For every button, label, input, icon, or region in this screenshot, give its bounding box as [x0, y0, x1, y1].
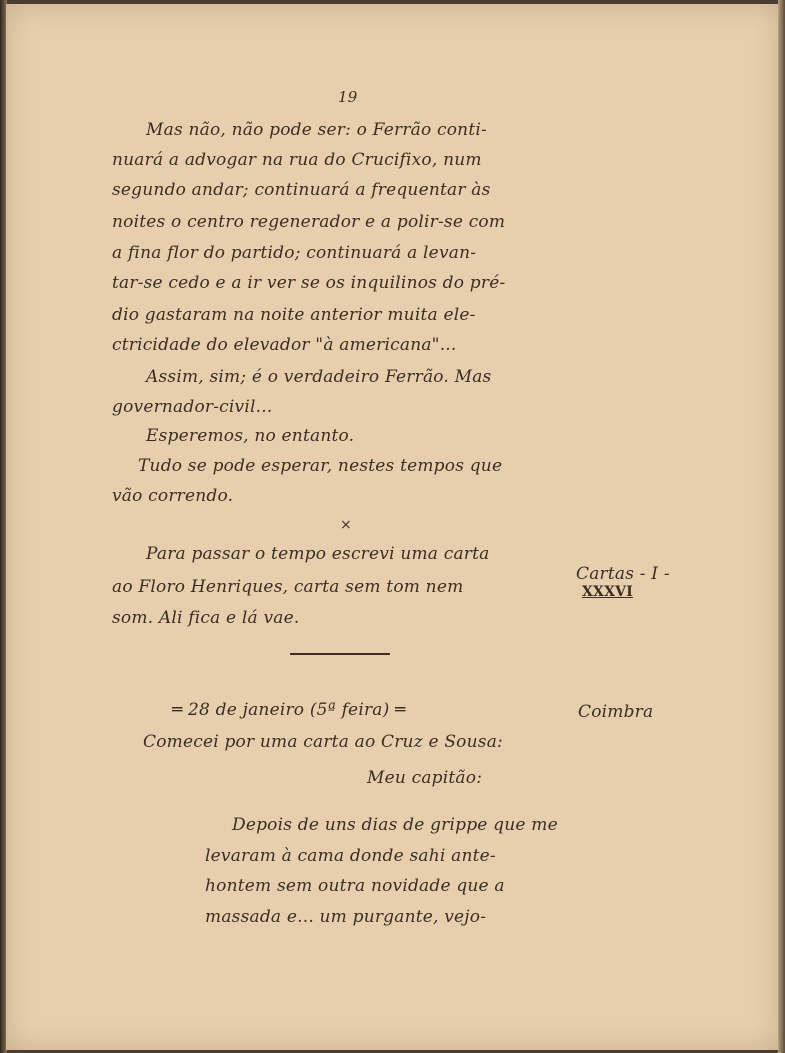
text-line: a fina flor do partido; continuará a levan-: [112, 243, 477, 263]
place-name: Coimbra: [578, 702, 654, 722]
text-line: Tudo se pode esperar, nestes tempos que: [138, 456, 503, 476]
text-line: nuará a advogar na rua do Crucifixo, num: [112, 150, 482, 170]
text-line: Esperemos, no entanto.: [146, 426, 355, 446]
text-line: massada e... um purgante, vejo-: [205, 907, 487, 927]
text-line: segundo andar; continuará a frequentar às: [112, 180, 491, 200]
page-number: 19: [338, 88, 358, 106]
text-line: som. Ali fica e lá vae.: [112, 608, 300, 628]
text-line: Mas não, não pode ser: o Ferrão conti-: [146, 120, 487, 140]
letter-salutation: Meu capitão:: [367, 768, 483, 788]
text-line: Comecei por uma carta ao Cruz e Sousa:: [143, 732, 503, 752]
text-line: Assim, sim; é o verdadeiro Ferrão. Mas: [146, 367, 492, 387]
margin-note-cartas: Cartas - I -: [576, 564, 670, 584]
text-line: governador-civil...: [112, 397, 273, 417]
text-line: noites o centro regenerador e a polir-se com: [112, 212, 506, 232]
date-heading: ═ 28 de janeiro (5ª feira) ═: [172, 700, 406, 720]
text-line: ao Floro Henriques, carta sem tom nem: [112, 577, 464, 597]
text-line: dio gastaram na noite anterior muita ele-: [112, 305, 476, 325]
section-separator-mark: ×: [340, 517, 352, 533]
book-edge-right: [778, 0, 785, 1053]
text-line: hontem sem outra novidade que a: [205, 876, 505, 896]
text-line: tar-se cedo e a ir ver se os inquilinos do pré-: [112, 273, 506, 293]
section-divider: [290, 653, 390, 655]
text-line: Para passar o tempo escrevi uma carta: [146, 544, 490, 564]
text-line: levaram à cama donde sahi ante-: [205, 846, 496, 866]
margin-note-number: XXXVI: [582, 584, 633, 600]
text-line: vão correndo.: [112, 486, 234, 506]
text-line: Depois de uns dias de grippe que me: [232, 815, 558, 835]
text-line: ctricidade do elevador "à americana"...: [112, 335, 457, 355]
